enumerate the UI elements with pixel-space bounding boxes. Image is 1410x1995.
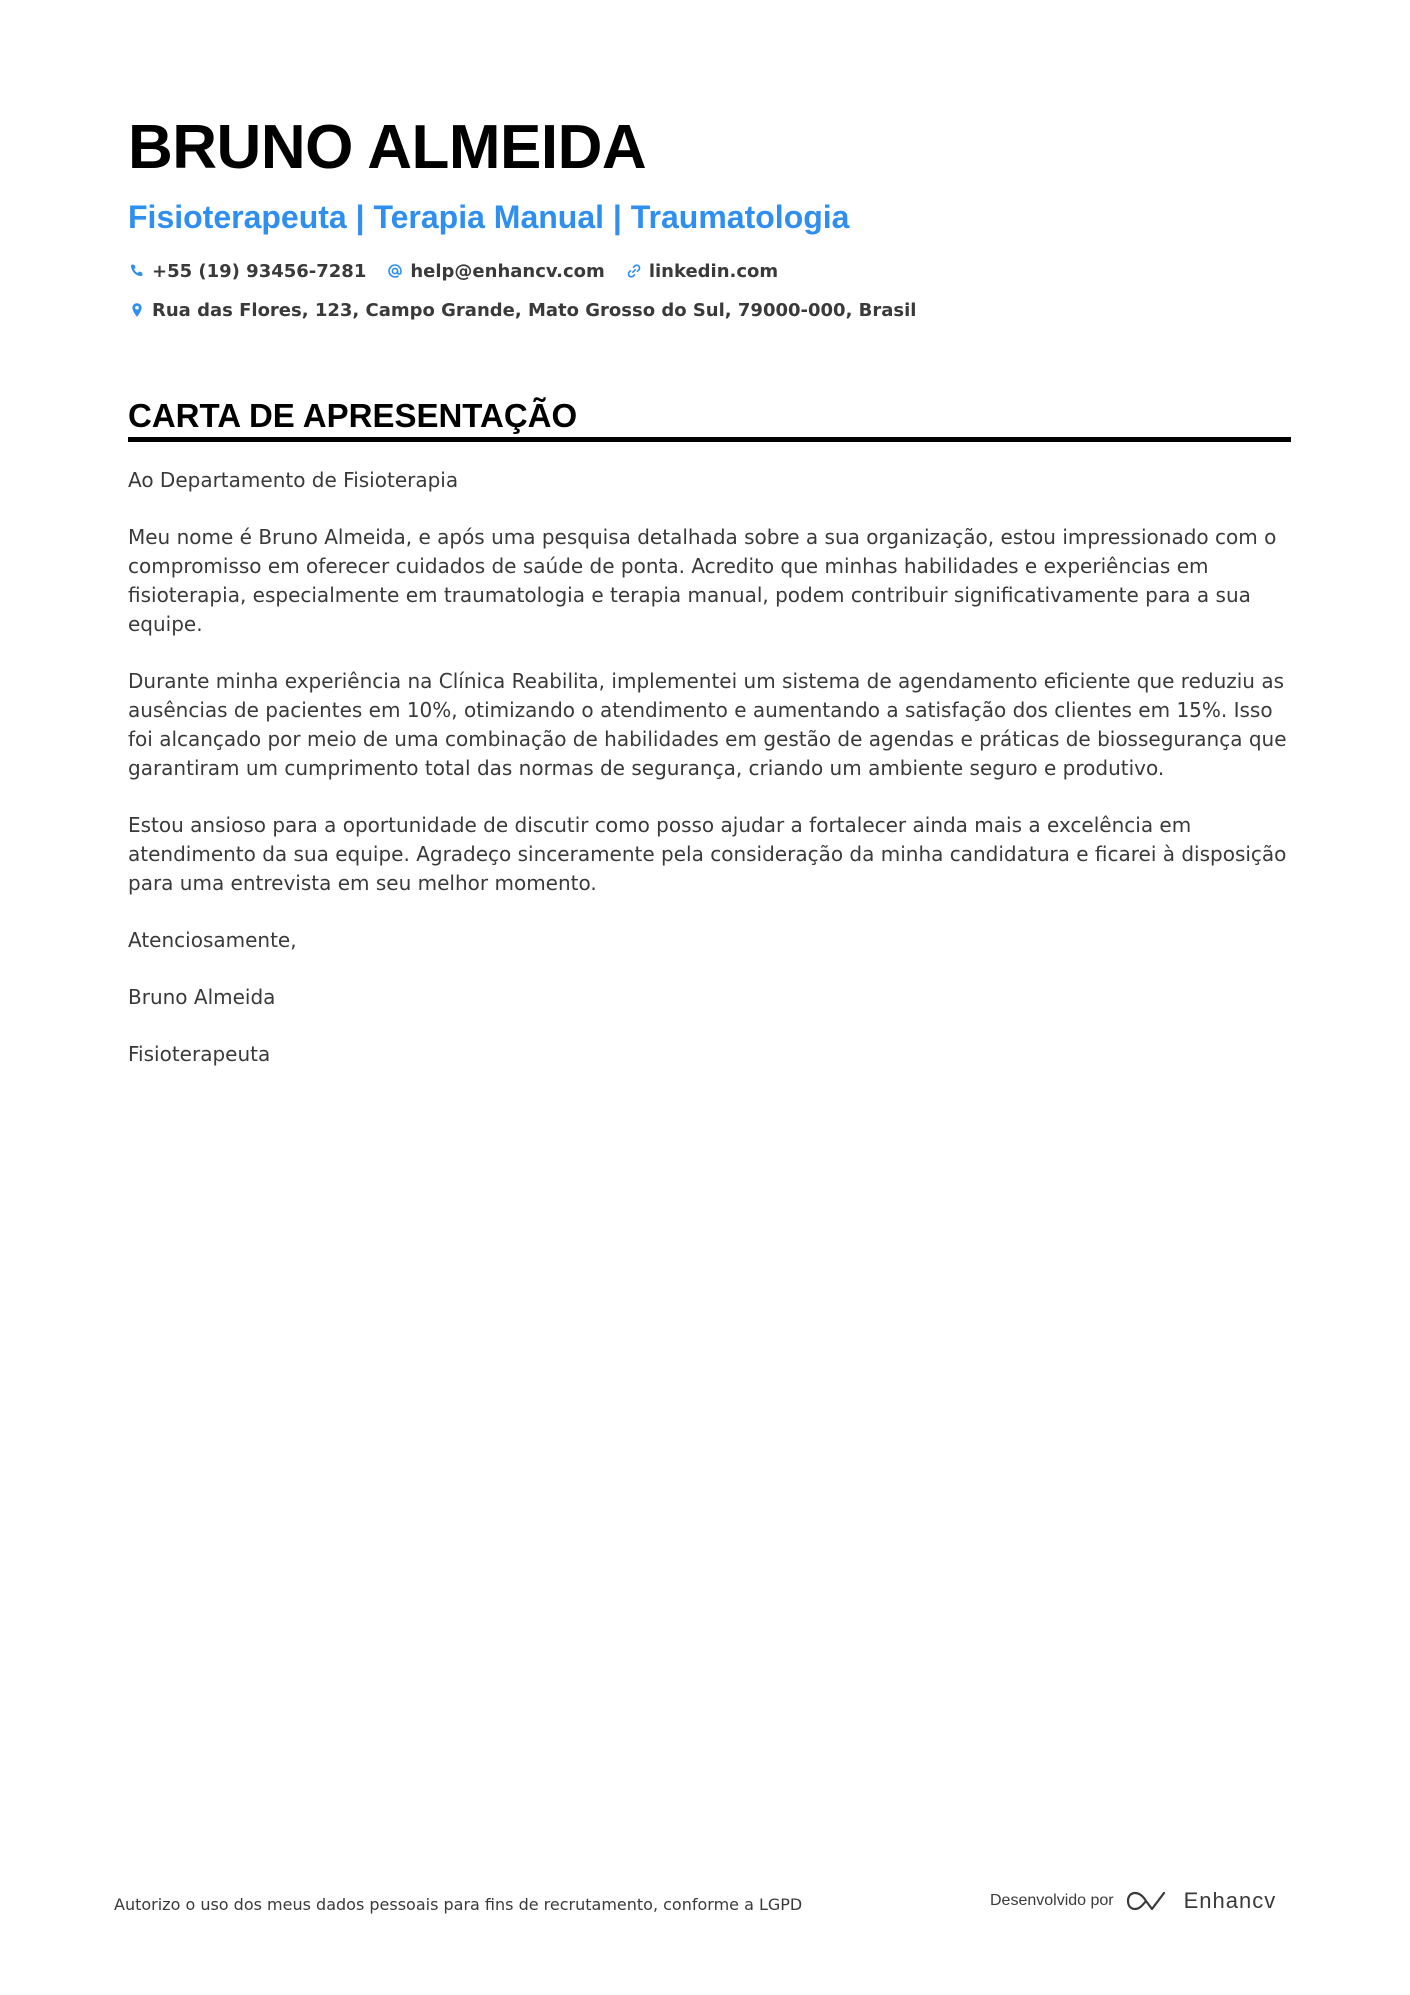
signature-name: Bruno Almeida xyxy=(128,985,276,1009)
enhancv-logo-icon xyxy=(1126,1888,1172,1914)
footer-consent: Autorizo o uso dos meus dados pessoais para fins de recrutamento, conforme a LGPD xyxy=(114,1895,803,1914)
link-icon xyxy=(625,262,643,280)
section-divider xyxy=(128,437,1291,442)
cover-letter-page xyxy=(128,112,1291,1097)
contact-email[interactable] xyxy=(386,261,604,282)
contact-row-2 xyxy=(128,297,1291,323)
contact-linkedin[interactable] xyxy=(625,261,778,282)
letter-body xyxy=(128,466,1291,1069)
location-pin-icon xyxy=(128,301,146,319)
powered-by-label: Desenvolvido por xyxy=(990,1892,1114,1909)
contact-address xyxy=(128,300,916,321)
email-text[interactable]: help@enhancv.com xyxy=(410,260,605,282)
phone-text: +55 (19) 93456-7281 xyxy=(152,260,367,282)
section-title: CARTA DE APRESENTAÇÃO xyxy=(128,397,578,434)
letter-closing: Atenciosamente, xyxy=(128,928,297,952)
contact-phone xyxy=(128,261,366,282)
at-icon xyxy=(386,262,404,280)
contact-row-1 xyxy=(128,258,1291,284)
letter-greeting: Ao Departamento de Fisioterapia xyxy=(128,468,459,492)
footer-branding[interactable] xyxy=(990,1888,1276,1914)
contact-info xyxy=(128,258,1291,323)
phone-icon xyxy=(128,262,146,280)
linkedin-text[interactable]: linkedin.com xyxy=(648,260,779,282)
address-text: Rua das Flores, 123, Campo Grande, Mato Grosso do Sul, 79000-000, Brasil xyxy=(152,299,917,321)
candidate-name: BRUNO ALMEIDA xyxy=(128,113,647,182)
letter-paragraph-1: Meu nome é Bruno Almeida, e após uma pesquisa detalhada sobre a sua organização, estou impressionado com o compromisso em oferecer cuidados de saúde de ponta. Acredito que minhas habilidades e experiências em fisioterapia, especialmente em traumatologia e terapia manual, podem contribuir significativamente para a sua equipe. xyxy=(128,525,1277,636)
letter-paragraph-2: Durante minha experiência na Clínica Reabilita, implementei um sistema de agendamento eficiente que reduziu as ausências de pacientes em 10%, otimizando o atendimento e aumentando a satisfação dos clientes em 15%. Isso foi alcançado por meio de uma combinação de habilidades em gestão de agendas e práticas de biossegurança que garantiram um cumprimento total das normas de segurança, criando um ambiente seguro e produtivo. xyxy=(128,669,1287,780)
signature-title: Fisioterapeuta xyxy=(128,1042,271,1066)
letter-paragraph-3: Estou ansioso para a oportunidade de discutir como posso ajudar a fortalecer ainda mais a excelência em atendimento da sua equipe. Agradeço sinceramente pela consideração da minha candidatura e ficarei à disposição para uma entrevista em seu melhor momento. xyxy=(128,813,1287,895)
candidate-headline: Fisioterapeuta | Terapia Manual | Traumatologia xyxy=(128,199,850,235)
brand-name: Enhancv xyxy=(1183,1888,1277,1913)
